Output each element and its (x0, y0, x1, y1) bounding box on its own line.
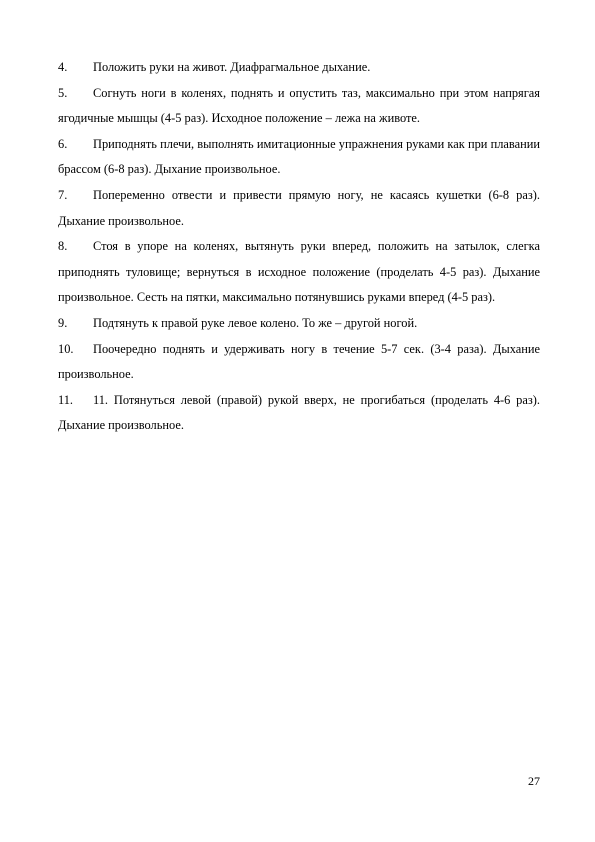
item-text: Стоя в упоре на коленях, вытянуть руки вперед, положить на затылок, слегка приподнять туловище; вернуться в исходное положение (проделать 4-5 раз). Дыхание произвольное. Сесть на пятки, максимально потянувшись руками вперед (4-5 раз). (58, 239, 540, 305)
item-number: 7. (58, 187, 68, 202)
item-text: Подтянуть к правой руке левое колено. То же – другой ногой. (93, 315, 418, 330)
item-number: 8. (58, 239, 68, 254)
item-number: 11. (58, 392, 74, 407)
item-text: Согнуть ноги в коленях, поднять и опустить таз, максимально при этом напрягая ягодичные мышцы (4-5 раз). Исходное положение – лежа на животе. (58, 85, 540, 126)
exercise-list (58, 55, 540, 439)
list-item-11 (58, 388, 540, 439)
item-number: 10. (58, 341, 74, 356)
item-text: Попеременно отвести и привести прямую ногу, не касаясь кушетки (6-8 раз). Дыхание произвольное. (58, 187, 540, 228)
page-number: 27 (528, 774, 540, 788)
item-text: 11. Потянуться левой (правой) рукой вверх, не прогибаться (проделать 4-6 раз). Дыхание произвольное. (58, 392, 540, 433)
item-text: Положить руки на живот. Диафрагмальное дыхание. (93, 60, 371, 74)
list-item-9 (58, 311, 540, 337)
list-item-7 (58, 183, 540, 234)
item-text: Поочередно поднять и удерживать ногу в течение 5-7 сек. (3-4 раза). Дыхание произвольное. (58, 341, 540, 382)
list-item-10 (58, 337, 540, 388)
list-item-8 (58, 234, 540, 311)
item-number: 4. (58, 60, 68, 74)
list-item-4 (58, 55, 540, 81)
item-number: 9. (58, 315, 68, 330)
item-number: 6. (58, 136, 68, 151)
item-number: 5. (58, 85, 68, 100)
item-text: Приподнять плечи, выполнять имитационные упражнения руками как при плавании брассом (6-8 раз). Дыхание произвольное. (58, 136, 540, 177)
list-item-5 (58, 81, 540, 132)
list-item-6 (58, 132, 540, 183)
